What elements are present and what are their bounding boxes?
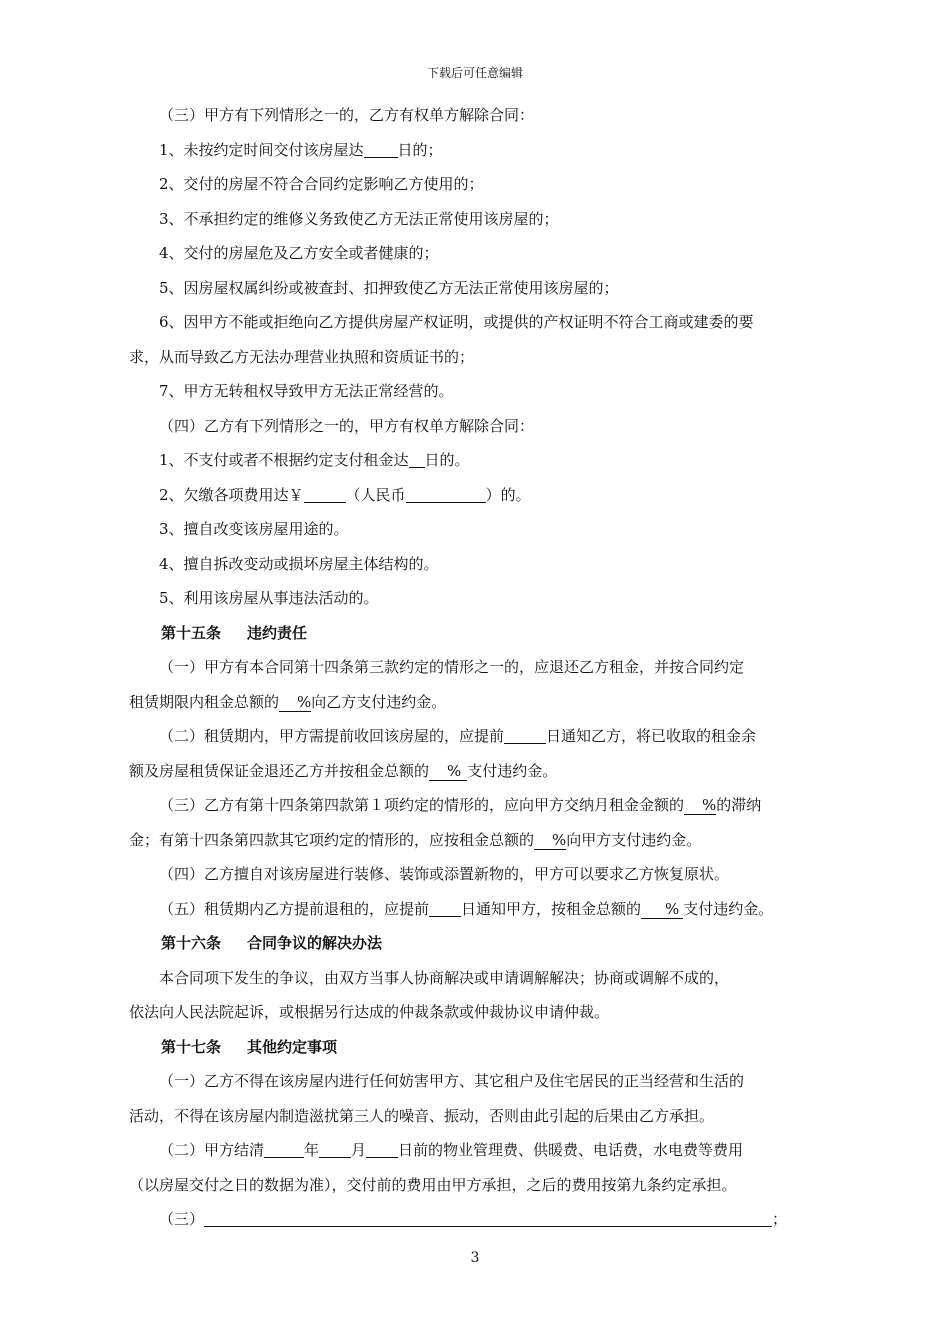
- paragraph: 金；有第十四条第四款其它项约定的情形的，应按租金总额的 %向甲方支付违约金。: [129, 830, 702, 849]
- paragraph: （四）乙方擅自对该房屋进行装修、装饰或添置新物的，甲方可以要求乙方恢复原状。: [159, 865, 730, 883]
- paragraph: 6、因甲方不能或拒绝向乙方提供房屋产权证明，或提供的产权证明不符合工商或建委的要: [159, 313, 754, 331]
- percent-blank: %: [534, 831, 566, 850]
- page-number: 3: [470, 1250, 480, 1266]
- paragraph: 3、擅自改变该房屋用途的。: [159, 520, 349, 538]
- blank-line: [319, 1139, 351, 1158]
- blank-line: [204, 1208, 772, 1227]
- contract-body: [129, 98, 832, 1237]
- paragraph: 租赁期限内租金总额的 %向乙方支付违约金。: [129, 692, 447, 711]
- paragraph: 求，从而导致乙方无法办理营业执照和资质证书的；: [129, 347, 475, 366]
- paragraph: 5、利用该房屋从事违法活动的。: [159, 589, 379, 607]
- section-heading: 第十五条 违约责任: [161, 623, 308, 642]
- paragraph: （五）租赁期内乙方提前退租的，应提前 日通知甲方，按租金总额的 % 支付违约金。: [159, 899, 774, 918]
- paragraph: （三） ；: [159, 1210, 788, 1228]
- blank-line: [366, 1139, 398, 1158]
- paragraph: （二）租赁期内，甲方需提前收回该房屋的，应提前 日通知乙方，将已收取的租金余: [159, 727, 757, 745]
- blank-line: [264, 1139, 304, 1158]
- paragraph: （四）乙方有下列情形之一的，甲方有权单方解除合同：: [159, 416, 535, 435]
- percent-blank: %: [641, 900, 683, 919]
- paragraph: （以房屋交付之日的数据为准），交付前的费用由甲方承担，之后的费用按第九条约定承担。: [129, 1175, 737, 1194]
- paragraph: 额及房屋租赁保证金退还乙方并按租金总额的 % 支付违约金。: [129, 761, 558, 780]
- paragraph: 2、欠缴各项费用达￥ （人民币 ）的。: [159, 485, 531, 504]
- paragraph: 本合同项下发生的争议，由双方当事人协商解决或申请调解解决；协商或调解不成的，: [159, 968, 730, 987]
- paragraph: 3、不承担约定的维修义务致使乙方无法正常使用该房屋的；: [159, 209, 559, 228]
- percent-blank: %: [684, 796, 716, 815]
- blank-line: [304, 484, 346, 503]
- paragraph: 活动，不得在该房屋内制造滋扰第三人的噪音、振动，否则由此引起的后果由乙方承担。: [129, 1106, 715, 1125]
- paragraph: 7、甲方无转租权导致甲方无法正常经营的。: [159, 382, 454, 400]
- section-heading: 第十七条 其他约定事项: [161, 1037, 338, 1056]
- blank-line: [429, 898, 461, 917]
- paragraph: 4、擅自拆改变动或损坏房屋主体结构的。: [159, 554, 439, 573]
- paragraph: 2、交付的房屋不符合合同约定影响乙方使用的；: [159, 175, 484, 193]
- paragraph: 4、交付的房屋危及乙方安全或者健康的；: [159, 244, 439, 262]
- blank-line: [406, 484, 486, 503]
- paragraph: 1、不支付或者不根据约定支付租金达 日的。: [159, 451, 470, 469]
- section-heading: 第十六条 合同争议的解决办法: [161, 934, 383, 952]
- blank-line: [504, 725, 546, 744]
- paragraph: 1、未按约定时间交付该房屋达 日的；: [159, 140, 443, 159]
- paragraph: （三）乙方有第十四条第四款第１项约定的情形的，应向甲方交纳月租金金额的 %的滞纳: [159, 796, 762, 814]
- paragraph: 依法向人民法院起诉，或根据另行达成的仲裁条款或仲裁协议申请仲裁。: [129, 1003, 610, 1021]
- paragraph: 5、因房屋权属纠纷或被查封、扣押致使乙方无法正常使用该房屋的；: [159, 278, 619, 297]
- paragraph: （二）甲方结清 年 月 日前的物业管理费、供暖费、电话费，水电费等费用: [159, 1141, 744, 1159]
- paragraph: （三）甲方有下列情形之一的，乙方有权单方解除合同：: [159, 106, 535, 124]
- page-header-note: 下载后可任意编辑: [426, 66, 523, 80]
- blank-line: [364, 139, 398, 158]
- paragraph: （一）乙方不得在该房屋内进行任何妨害甲方、其它租户及住宅居民的正当经营和生活的: [159, 1072, 745, 1090]
- paragraph: （一）甲方有本合同第十四条第三款约定的情形之一的，应退还乙方租金，并按合同约定: [159, 658, 745, 676]
- percent-blank: %: [279, 693, 311, 712]
- blank-line: [409, 449, 425, 468]
- percent-blank: %: [429, 762, 467, 781]
